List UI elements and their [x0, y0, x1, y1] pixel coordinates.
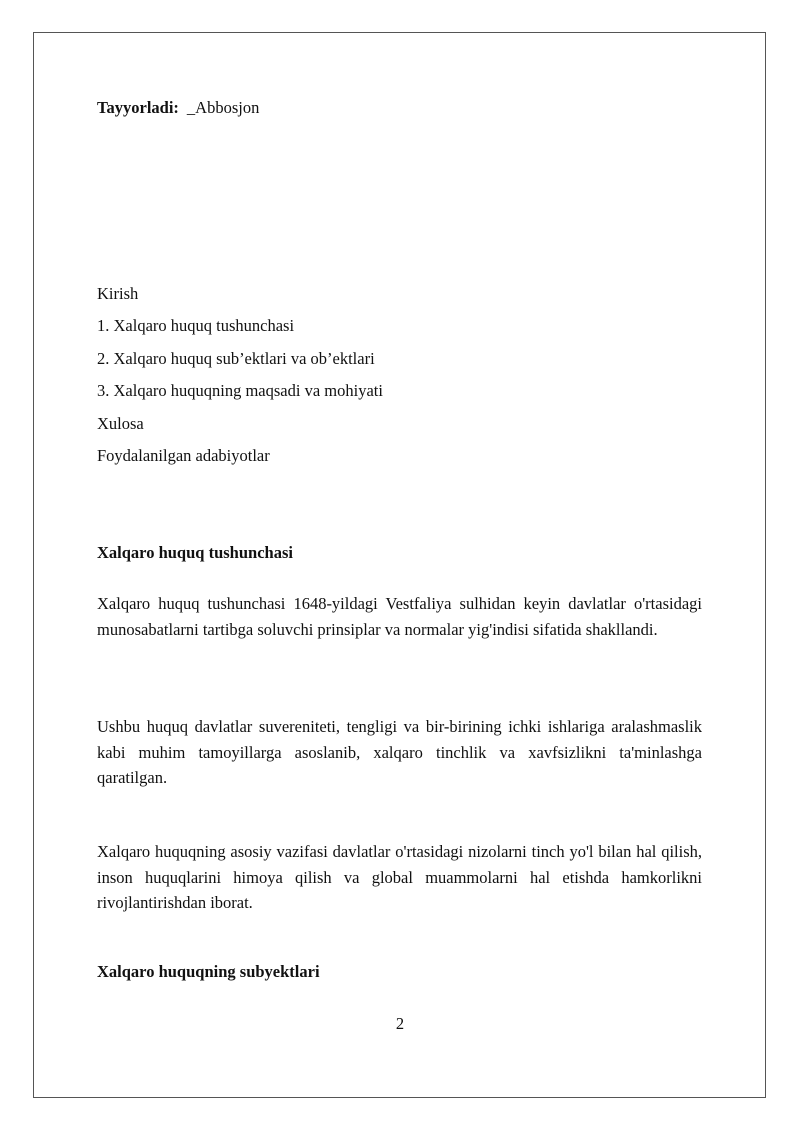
prepared-by-underscore: _ [186, 98, 196, 117]
page-border [33, 32, 766, 1098]
table-of-contents [97, 281, 702, 475]
prepared-by-label: Tayyorladi: [97, 98, 179, 117]
section-title-subjects: Xalqaro huquqning subyektlari [97, 962, 320, 981]
toc-item-purpose: 3. Xalqaro huquqning maqsadi va mohiyati [97, 381, 383, 401]
toc-item-conclusion: Xulosa [97, 413, 144, 433]
toc-item-references: Foydalanilgan adabiyotlar [97, 445, 270, 465]
toc-item-subjects-objects: 2. Xalqaro huquq sub’ektlari va ob’ektlari [97, 348, 375, 368]
toc-item-introduction: Kirish [97, 284, 139, 303]
page-number: 2 [395, 1014, 405, 1033]
prepared-by-name: Abbosjon [195, 98, 260, 117]
prepared-by-line [97, 95, 702, 120]
paragraph-1: Xalqaro huquq tushunchasi 1648-yildagi Vestfaliya sulhidan keyin davlatlar o'rtasidagi munosabatlarni tartibga soluvchi prinsiplar va normalar yig'indisi sifatida shakllandi. [97, 594, 702, 639]
paragraph-2: Ushbu huquq davlatlar suvereniteti, tengligi va bir-birining ichki ishlariga aralashmaslik kabi muhim tamoyillarga asoslanib, xalqaro tinchlik va xavfsizlikni ta'minlashga qaratilgan. [97, 717, 702, 787]
paragraph-3: Xalqaro huquqning asosiy vazifasi davlatlar o'rtasidagi nizolarni tinch yo'l bilan hal qilish, inson huquqlarini himoya qilish va global muammolarni hal etishda hamkorlikni rivojlantirishdan iborat. [97, 842, 702, 912]
toc-item-concept: 1. Xalqaro huquq tushunchasi [97, 316, 295, 336]
document-content [97, 95, 702, 981]
section-title-concept: Xalqaro huquq tushunchasi [97, 543, 293, 562]
